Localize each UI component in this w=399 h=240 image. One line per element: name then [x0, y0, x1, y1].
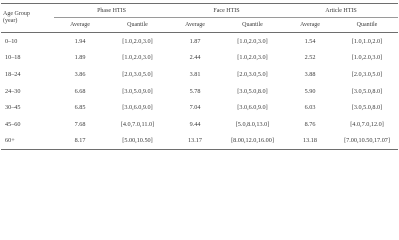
table-cell: 13.18: [284, 133, 336, 150]
subheader-quantile: Quantile: [106, 18, 169, 33]
age-cell: 24–30: [5, 87, 21, 95]
table-cell: 3.81: [189, 70, 201, 78]
table-cell: 1.89: [74, 54, 86, 62]
table-cell: [8.00,12.0,16.00]: [221, 133, 284, 150]
table-cell: 7.68: [74, 120, 86, 128]
subheader-average: Average: [169, 18, 221, 33]
table-row: [1, 33, 398, 50]
group-header-face: Face HTIS: [169, 4, 284, 18]
subheader-quantile: Quantile: [336, 18, 398, 33]
table-row: [1, 66, 398, 83]
table-cell: 5.90: [304, 87, 316, 95]
table-cell: [1.0,2.0,3.0]: [237, 54, 268, 62]
table-row: [1, 133, 398, 150]
table-cell: [3.0,6.0,9.0]: [237, 104, 268, 112]
table-cell: [1.0,1.0,2.0]: [351, 37, 383, 45]
statistics-table: [1, 3, 398, 150]
age-cell: 10–18: [5, 54, 21, 62]
group-header-phase: Phase HTIS: [54, 4, 169, 18]
table-cell: 3.88: [304, 70, 316, 78]
table-cell: 1.54: [304, 37, 316, 45]
age-group-header-line1: Age Group: [3, 11, 30, 17]
table-cell: [1.0,2.0,3.0]: [237, 37, 268, 45]
subheader-average: Average: [284, 18, 336, 33]
table-cell: [3.0,5.0,8.0]: [351, 104, 383, 112]
table-cell: [3.0,5.0,9.0]: [122, 87, 153, 95]
table-cell: [2.0,3.0,5.0]: [351, 70, 383, 78]
table-cell: [1.0,2.0,3.0]: [122, 54, 153, 62]
table-cell: 13.17: [169, 133, 221, 150]
subheader-quantile: Quantile: [221, 18, 284, 33]
table-cell: 5.78: [189, 87, 201, 95]
table-cell: 6.68: [74, 87, 86, 95]
age-group-header: [1, 4, 54, 33]
age-cell: 30–45: [5, 104, 21, 112]
table-cell: [1.0,2.0,3.0]: [351, 54, 383, 62]
table-cell: [3.0,5.0,8.0]: [237, 87, 268, 95]
age-group-header-line2: (year): [3, 18, 18, 24]
table-cell: [1.0,2.0,3.0]: [122, 37, 153, 45]
table-row: [1, 99, 398, 116]
table-cell: 6.03: [304, 104, 316, 112]
table-cell: [2.0,3.0,5.0]: [122, 70, 153, 78]
table-cell: [4.0,7.0,12.0]: [350, 120, 384, 128]
table-cell: 1.94: [74, 37, 86, 45]
table-cell: 8.17: [54, 133, 106, 150]
age-cell: 60+: [1, 133, 54, 150]
table-cell: [4.0,7.0,11.0]: [120, 120, 155, 128]
table-cell: [7.00,10.50,17.07]: [336, 133, 398, 150]
header-row-groups: [1, 4, 398, 18]
table-cell: [3.0,6.0,9.0]: [122, 104, 153, 112]
group-header-article: Article HTIS: [284, 4, 398, 18]
subheader-average: Average: [54, 18, 106, 33]
table-cell: 8.76: [304, 120, 316, 128]
table-cell: [5.00,10.50]: [106, 133, 169, 150]
header-row-subheaders: [1, 18, 398, 33]
table-cell: [3.0,5.0,8.0]: [351, 87, 383, 95]
table-cell: 7.04: [189, 104, 201, 112]
table-cell: [5.0,8.0,13.0]: [235, 120, 270, 128]
table-cell: 2.52: [304, 54, 316, 62]
table-row: [1, 83, 398, 100]
table-cell: 1.87: [189, 37, 201, 45]
table-row: [1, 116, 398, 133]
data-table-container: [0, 3, 399, 155]
table-cell: 9.44: [189, 120, 201, 128]
age-cell: 18–24: [5, 70, 21, 78]
age-cell: 0–10: [5, 37, 18, 45]
age-cell: 45–60: [5, 120, 21, 128]
table-cell: 6.85: [74, 104, 86, 112]
table-cell: 3.86: [74, 70, 86, 78]
table-row: [1, 50, 398, 67]
table-cell: [2.0,3.0,5.0]: [237, 70, 268, 78]
table-cell: 2.44: [189, 54, 201, 62]
